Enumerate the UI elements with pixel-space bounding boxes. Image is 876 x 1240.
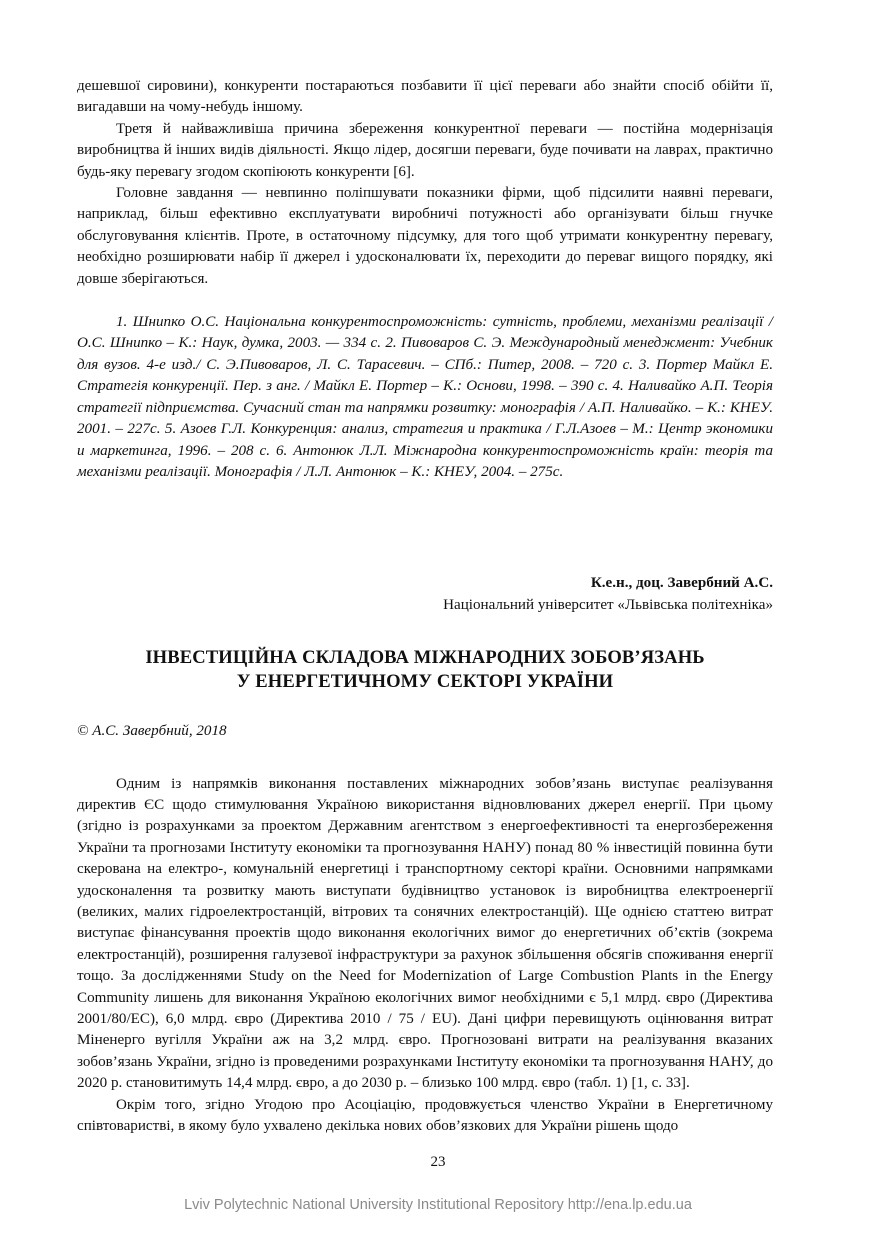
intro-paragraph-3: Головне завдання — невпинно поліпшувати показники фірми, щоб підсилити наявні переваги, наприклад, більш ефективно експлуатувати виробничі потужності або організувати більш гнучке обслуговування клієнтів. Проте, в остаточному підсумку, для того щоб утримати конкурентну перевагу, необхідно розширювати набір її джерел і удосконалювати їх, переходити до переваг вищого порядку, які довше зберігаються. [77, 185, 773, 287]
document-page [77, 76, 773, 1137]
copyright-note: © А.С. Завербний, 2018 [77, 723, 227, 740]
page-number: 23 [430, 1154, 446, 1170]
article-title [77, 646, 773, 694]
article-title-line-1: ІНВЕСТИЦІЙНА СКЛАДОВА МІЖНАРОДНИХ ЗОБОВ’ЯЗАНЬ [145, 647, 705, 669]
author-name: К.е.н., доц. Завербний А.С. [590, 575, 773, 592]
author-affiliation: Національний університет «Львівська політехніка» [443, 596, 773, 613]
intro-paragraph-2: Третя й найважливіша причина збереження конкурентної переваги — постійна модернізація виробництва й інших видів діяльності. Якщо лідер, досягши переваги, буде почивати на лаврах, практично будь-яку перевагу згодом скопіюють конкуренти [6]. [77, 120, 773, 180]
body-paragraph-1: Одним із напрямків виконання поставлених міжнародних зобов’язань виступає реалізування директив ЄС щодо стимулювання Україною використання відновлюваних джерел енергії. При цьому (згідно із розрахунками за проектом Державним агентством з енергоефективності та енергозбереження України та прогнозами Інституту економіки та прогнозування НАНУ) понад 80 % інвестицій повинна бути скерована на електро-, комунальній енергетиці і транспортному секторі країни. Основними напрямками удосконалення та розвитку мають виступати будівництво установок із виробництва електроенергії (великих, малих гідроелектростанцій, вітрових та сонячних електростанцій). Ще однією статтею витрат виступає фінансування проектів щодо виконання екологічних вимог до енергетичних об’єктів (зокрема електростанцій), розширення галузевої інфраструктури за рахунок збільшення обсягів споживання енергії тощо. За дослідженнями Study on the Need for Modernization of Large Combustion Plants in the Energy Community лишень для виконання Україною екологічних вимог необхідними є 5,1 млрд. євро (Директива 2001/80/ЕС), 6,0 млрд. євро (Директива 2010 / 75 / EU). Дані цифри перевищують оцінювання витрат Міненерго вугілля України аж на 3,2 млрд. євро. Прогнозовані витрати на реалізування вказаних зобов’язань України, згідно із проведеними розрахунками Інституту економіки та прогнозування НАНУ, до 2020 р. становитимуть 14,4 млрд. євро, а до 2030 р. – близько 100 млрд. євро (табл. 1) [1, с. 33]. [77, 775, 773, 1092]
author-block [77, 573, 773, 616]
repository-footer: Lviv Polytechnic National University Institutional Repository http://ena.lp.edu.ua [184, 1197, 692, 1213]
references-list: 1. Шнипко О.С. Національна конкурентоспроможність: сутність, проблеми, механізми реалізації / О.С. Шнипко – К.: Наук, думка, 2003. — 334 с. 2. Пивоваров С. Э. Международный менеджмент: Учебник для вузов. 4-е изд./ С. Э.Пивоваров, Л. С. Тарасевич. – СПб.: Питер, 2008. – 720 с. 3. Портер Майкл Е. Стратегія конкуренції. Пер. з анг. / Майкл Е. Портер – К.: Основи, 1998. – 390 с. 4. Наливайко А.П. Теорія стратегії підприємства. Сучасний стан та напрямки розвитку: монографія / А.П. Наливайко. – К.: КНЕУ. 2001. – 227с. 5. Азоев Г.Л. Конкуренция: анализ, стратегия и практика / Г.Л.Азоев – М.: Центр экономики и маркетинга, 1996. – 208 с. 6. Антонюк Л.Л. Міжнародна конкурентоспроможність країн: теорія та механізми реалізації. Монографія / Л.Л. Антонюк – К.: КНЕУ, 2004. – 275с. [77, 314, 773, 480]
article-title-line-2: У ЕНЕРГЕТИЧНОМУ СЕКТОРІ УКРАЇНИ [236, 671, 614, 693]
intro-paragraph-1: дешевшої сировини), конкуренти постараються позбавити її цієї переваги або знайти спосіб обійти її, вигадавши на чому-небудь іншому. [77, 78, 773, 116]
article-body [77, 774, 773, 1138]
body-paragraph-2: Окрім того, згідно Угодою про Асоціацію, продовжується членство України в Енергетичному співтоваристві, в якому було ухвалено декілька нових обов’язкових для України рішень щодо [77, 1096, 773, 1135]
